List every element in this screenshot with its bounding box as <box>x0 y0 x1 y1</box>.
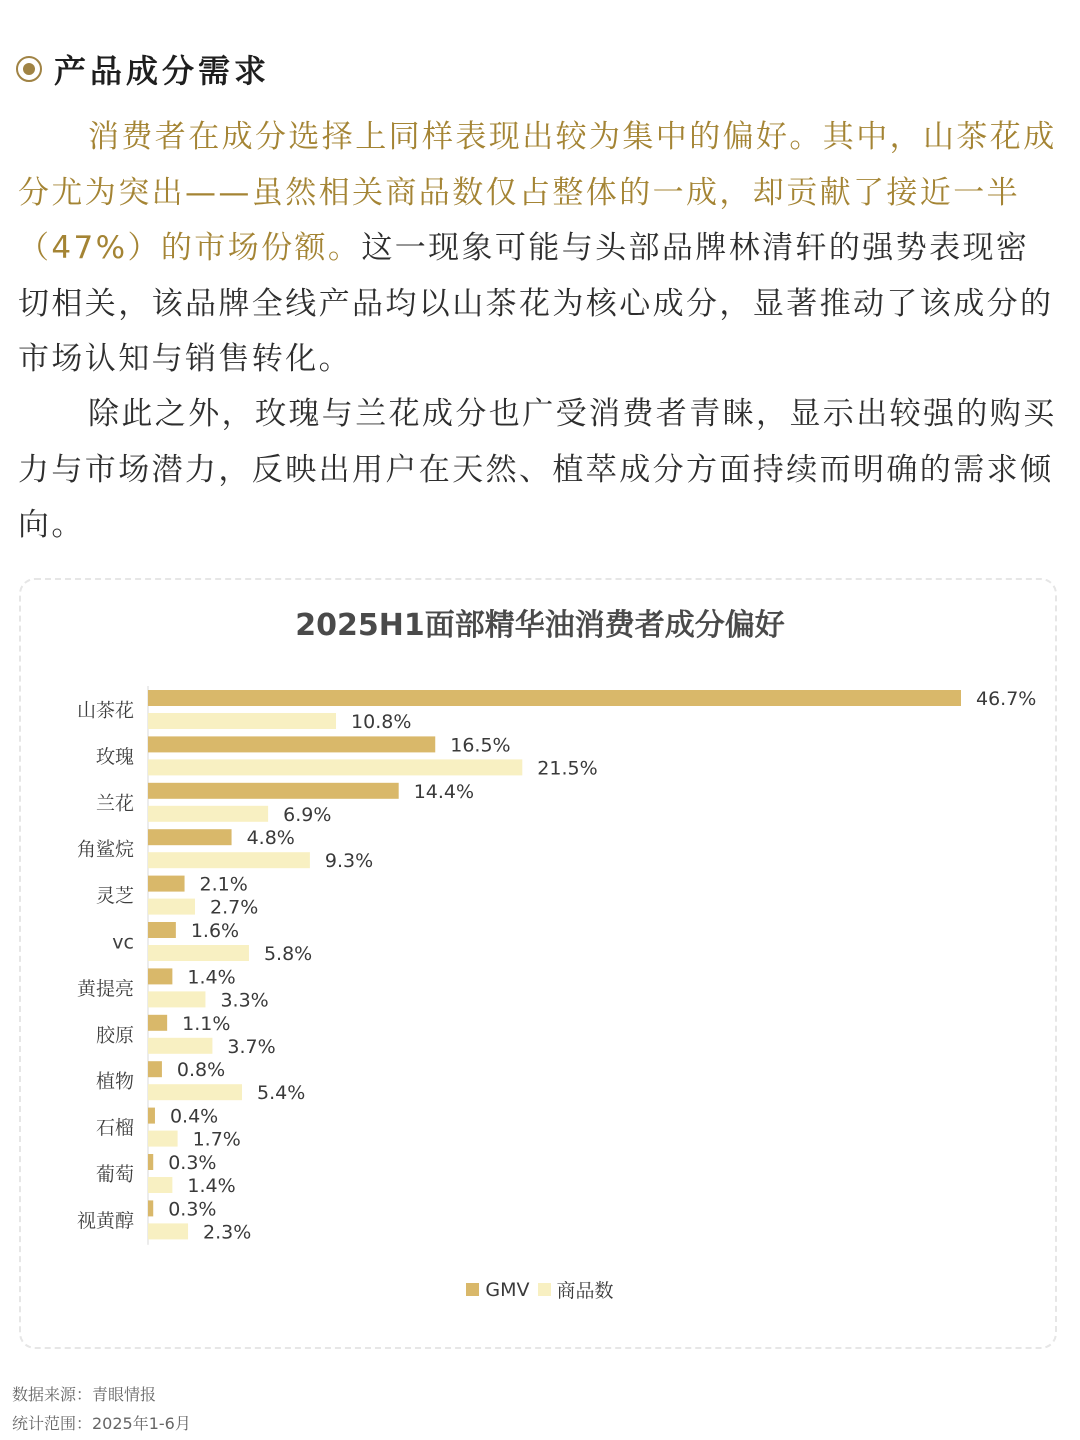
bar-product-count <box>148 991 205 1007</box>
category-label: 角鲨烷 <box>76 838 134 861</box>
paragraph-1-rest: 这一现象可能与头部品牌林清轩的强势表现密切相关，该品牌全线产品均以山茶花为核心成分，显著推动了该成分的市场认知与销售转化。 <box>18 230 1054 377</box>
data-label: 1.4% <box>187 1175 236 1197</box>
legend-swatch-product-count <box>538 1283 551 1296</box>
data-label: 5.8% <box>263 943 313 965</box>
legend-label-product-count: 商品数 <box>556 1280 614 1302</box>
legend-label-gmv: GMV <box>485 1278 530 1301</box>
data-label: 10.8% <box>351 711 412 733</box>
data-label: 0.3% <box>168 1198 217 1221</box>
data-label: 6.9% <box>283 803 332 826</box>
legend-item-product-count <box>538 1276 614 1303</box>
legend-item-gmv <box>466 1279 529 1301</box>
bar-gmv <box>148 968 172 984</box>
data-label: 1.4% <box>187 966 236 989</box>
bar-product-count <box>148 852 310 868</box>
data-label: 4.8% <box>246 827 295 850</box>
chart-legend <box>0 1276 1080 1303</box>
bar-product-count <box>148 713 336 729</box>
data-label: 5.4% <box>257 1082 306 1105</box>
data-label: 0.3% <box>168 1152 217 1174</box>
category-label: 灵芝 <box>95 885 134 908</box>
bar-product-count <box>148 1223 188 1239</box>
bar-gmv <box>148 783 399 799</box>
bar-gmv <box>148 1015 167 1031</box>
bar-gmv <box>148 1154 153 1170</box>
bar-gmv <box>148 876 185 892</box>
data-label: 46.7% <box>976 688 1037 710</box>
data-label: 16.5% <box>450 734 511 757</box>
data-label: 2.3% <box>203 1221 252 1244</box>
category-label: 山茶花 <box>76 699 134 722</box>
footnote-source: 数据来源：青眼情报 <box>12 1385 157 1404</box>
data-label: 0.4% <box>169 1105 219 1128</box>
bar-product-count <box>148 1131 178 1147</box>
bar-gmv <box>148 1200 153 1216</box>
data-label: 21.5% <box>537 757 598 780</box>
category-label: vc <box>112 931 134 954</box>
bar-product-count <box>148 806 268 822</box>
category-label: 石榴 <box>95 1117 134 1140</box>
section-title: 产品成分需求 <box>54 52 271 90</box>
paragraph-1-highlight: 消费者在成分选择上同样表现出较为集中的偏好。其中，山茶花成分尤为突出——虽然相关商品数仅占整体的一成，却贡献了接近一半（47%）的市场份额。 <box>18 119 1057 266</box>
bar-gmv <box>148 1061 162 1077</box>
category-label: 玫瑰 <box>95 745 134 768</box>
bar-product-count <box>148 899 195 915</box>
category-label: 黄提亮 <box>76 977 134 1000</box>
category-label: 葡萄 <box>95 1163 134 1186</box>
bar-gmv <box>148 690 961 706</box>
bar-product-count <box>148 1177 172 1193</box>
bar-product-count <box>148 1038 212 1054</box>
data-label: 2.7% <box>210 896 259 919</box>
data-label: 3.3% <box>220 989 269 1012</box>
legend-swatch-gmv <box>466 1283 479 1296</box>
bar-gmv <box>148 922 176 938</box>
data-label: 3.7% <box>227 1035 276 1058</box>
chart-title: 2025H1面部精华油消费者成分偏好 <box>295 608 785 643</box>
data-label: 14.4% <box>413 780 475 803</box>
bar-product-count <box>148 759 522 775</box>
bar-product-count <box>148 945 249 961</box>
paragraph-2: 除此之外，玫瑰与兰花成分也广受消费者青睐，显示出较强的购买力与市场潜力，反映出用户在天然、植萃成分方面持续而明确的需求倾向。 <box>18 396 1057 543</box>
data-label: 1.1% <box>182 1012 231 1035</box>
category-label: 植物 <box>95 1070 134 1093</box>
bar-product-count <box>148 1084 242 1100</box>
category-label: 视黄醇 <box>76 1209 134 1232</box>
category-label: 胶原 <box>95 1024 134 1047</box>
bar-gmv <box>148 736 435 752</box>
data-label: 0.8% <box>176 1059 226 1082</box>
bar-gmv <box>148 1108 155 1124</box>
data-label: 1.6% <box>190 920 240 942</box>
footnote-range: 统计范围：2025年1-6月 <box>12 1414 191 1433</box>
data-label: 9.3% <box>324 850 374 873</box>
bar-gmv <box>148 829 232 845</box>
data-label: 2.1% <box>199 873 248 896</box>
category-label: 兰花 <box>95 792 134 815</box>
data-label: 1.7% <box>192 1128 241 1151</box>
